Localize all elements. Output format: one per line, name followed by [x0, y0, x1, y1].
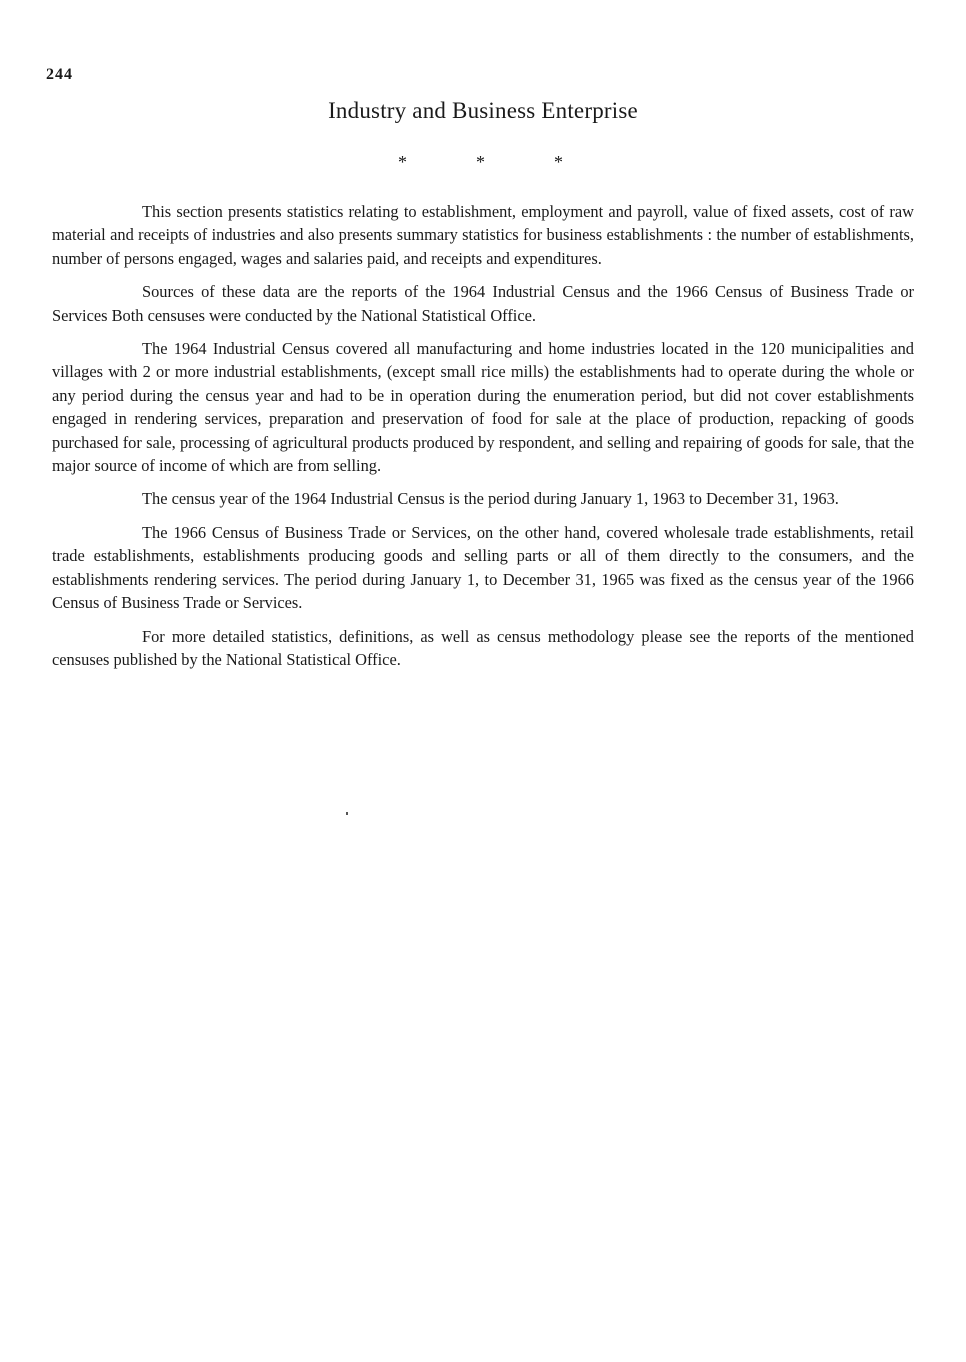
separator-star: *	[476, 152, 485, 172]
paragraph-business-census: The 1966 Census of Business Trade or Services, on the other hand, covered wholesale trade establishments, retail trade establishments, establishments producing goods and selling parts or all of them directly to the consumers, and the establishments rendering services. The period during January 1, to December 31, 1965 was fixed as the census year of the 1966 Census of Business Trade or Services.	[52, 522, 914, 613]
paragraph-references: For more detailed statistics, definitions, as well as census methodology please see the reports of the mentioned censuses published by the National Statistical Office.	[52, 626, 914, 669]
paragraph-introduction: This section presents statistics relating to establishment, employment and payroll, value of fixed assets, cost of raw material and receipts of industries and also presents summary statistics for business establishments : the number of establishments, number of persons engaged, wages and salaries paid, and receipts and expenditures.	[52, 202, 914, 268]
paragraph-industrial-census-year: The census year of the 1964 Industrial Census is the period during January 1, 1963 to December 31, 1963.	[142, 489, 839, 509]
separator-star: *	[554, 152, 563, 172]
page-title: Industry and Business Enterprise	[328, 98, 638, 123]
paragraph-sources: Sources of these data are the reports of the 1964 Industrial Census and the 1966 Census of Business Trade or Services Both censuses were conducted by the National Statistical Office.	[52, 282, 914, 325]
separator-star: *	[398, 152, 407, 172]
scan-speck	[346, 812, 348, 815]
body-text	[52, 200, 914, 681]
page-number: 244	[46, 66, 73, 83]
section-separator	[0, 152, 966, 176]
paragraph-industrial-census-coverage: The 1964 Industrial Census covered all manufacturing and home industries located in the 120 municipalities and villages with 2 or more industrial establishments, (except small rice mills) the establishments had to operate during the whole or any period during the census year and had to be in operation during the enumeration period, but did not cover establishments engaged in rendering services, preparation and preservation of food for sale at the place of production, repacking of goods purchased for sale, processing of agricultural products produced by respondent, and selling and repairing of goods for sale, that the major source of income of which are from selling.	[52, 339, 914, 476]
